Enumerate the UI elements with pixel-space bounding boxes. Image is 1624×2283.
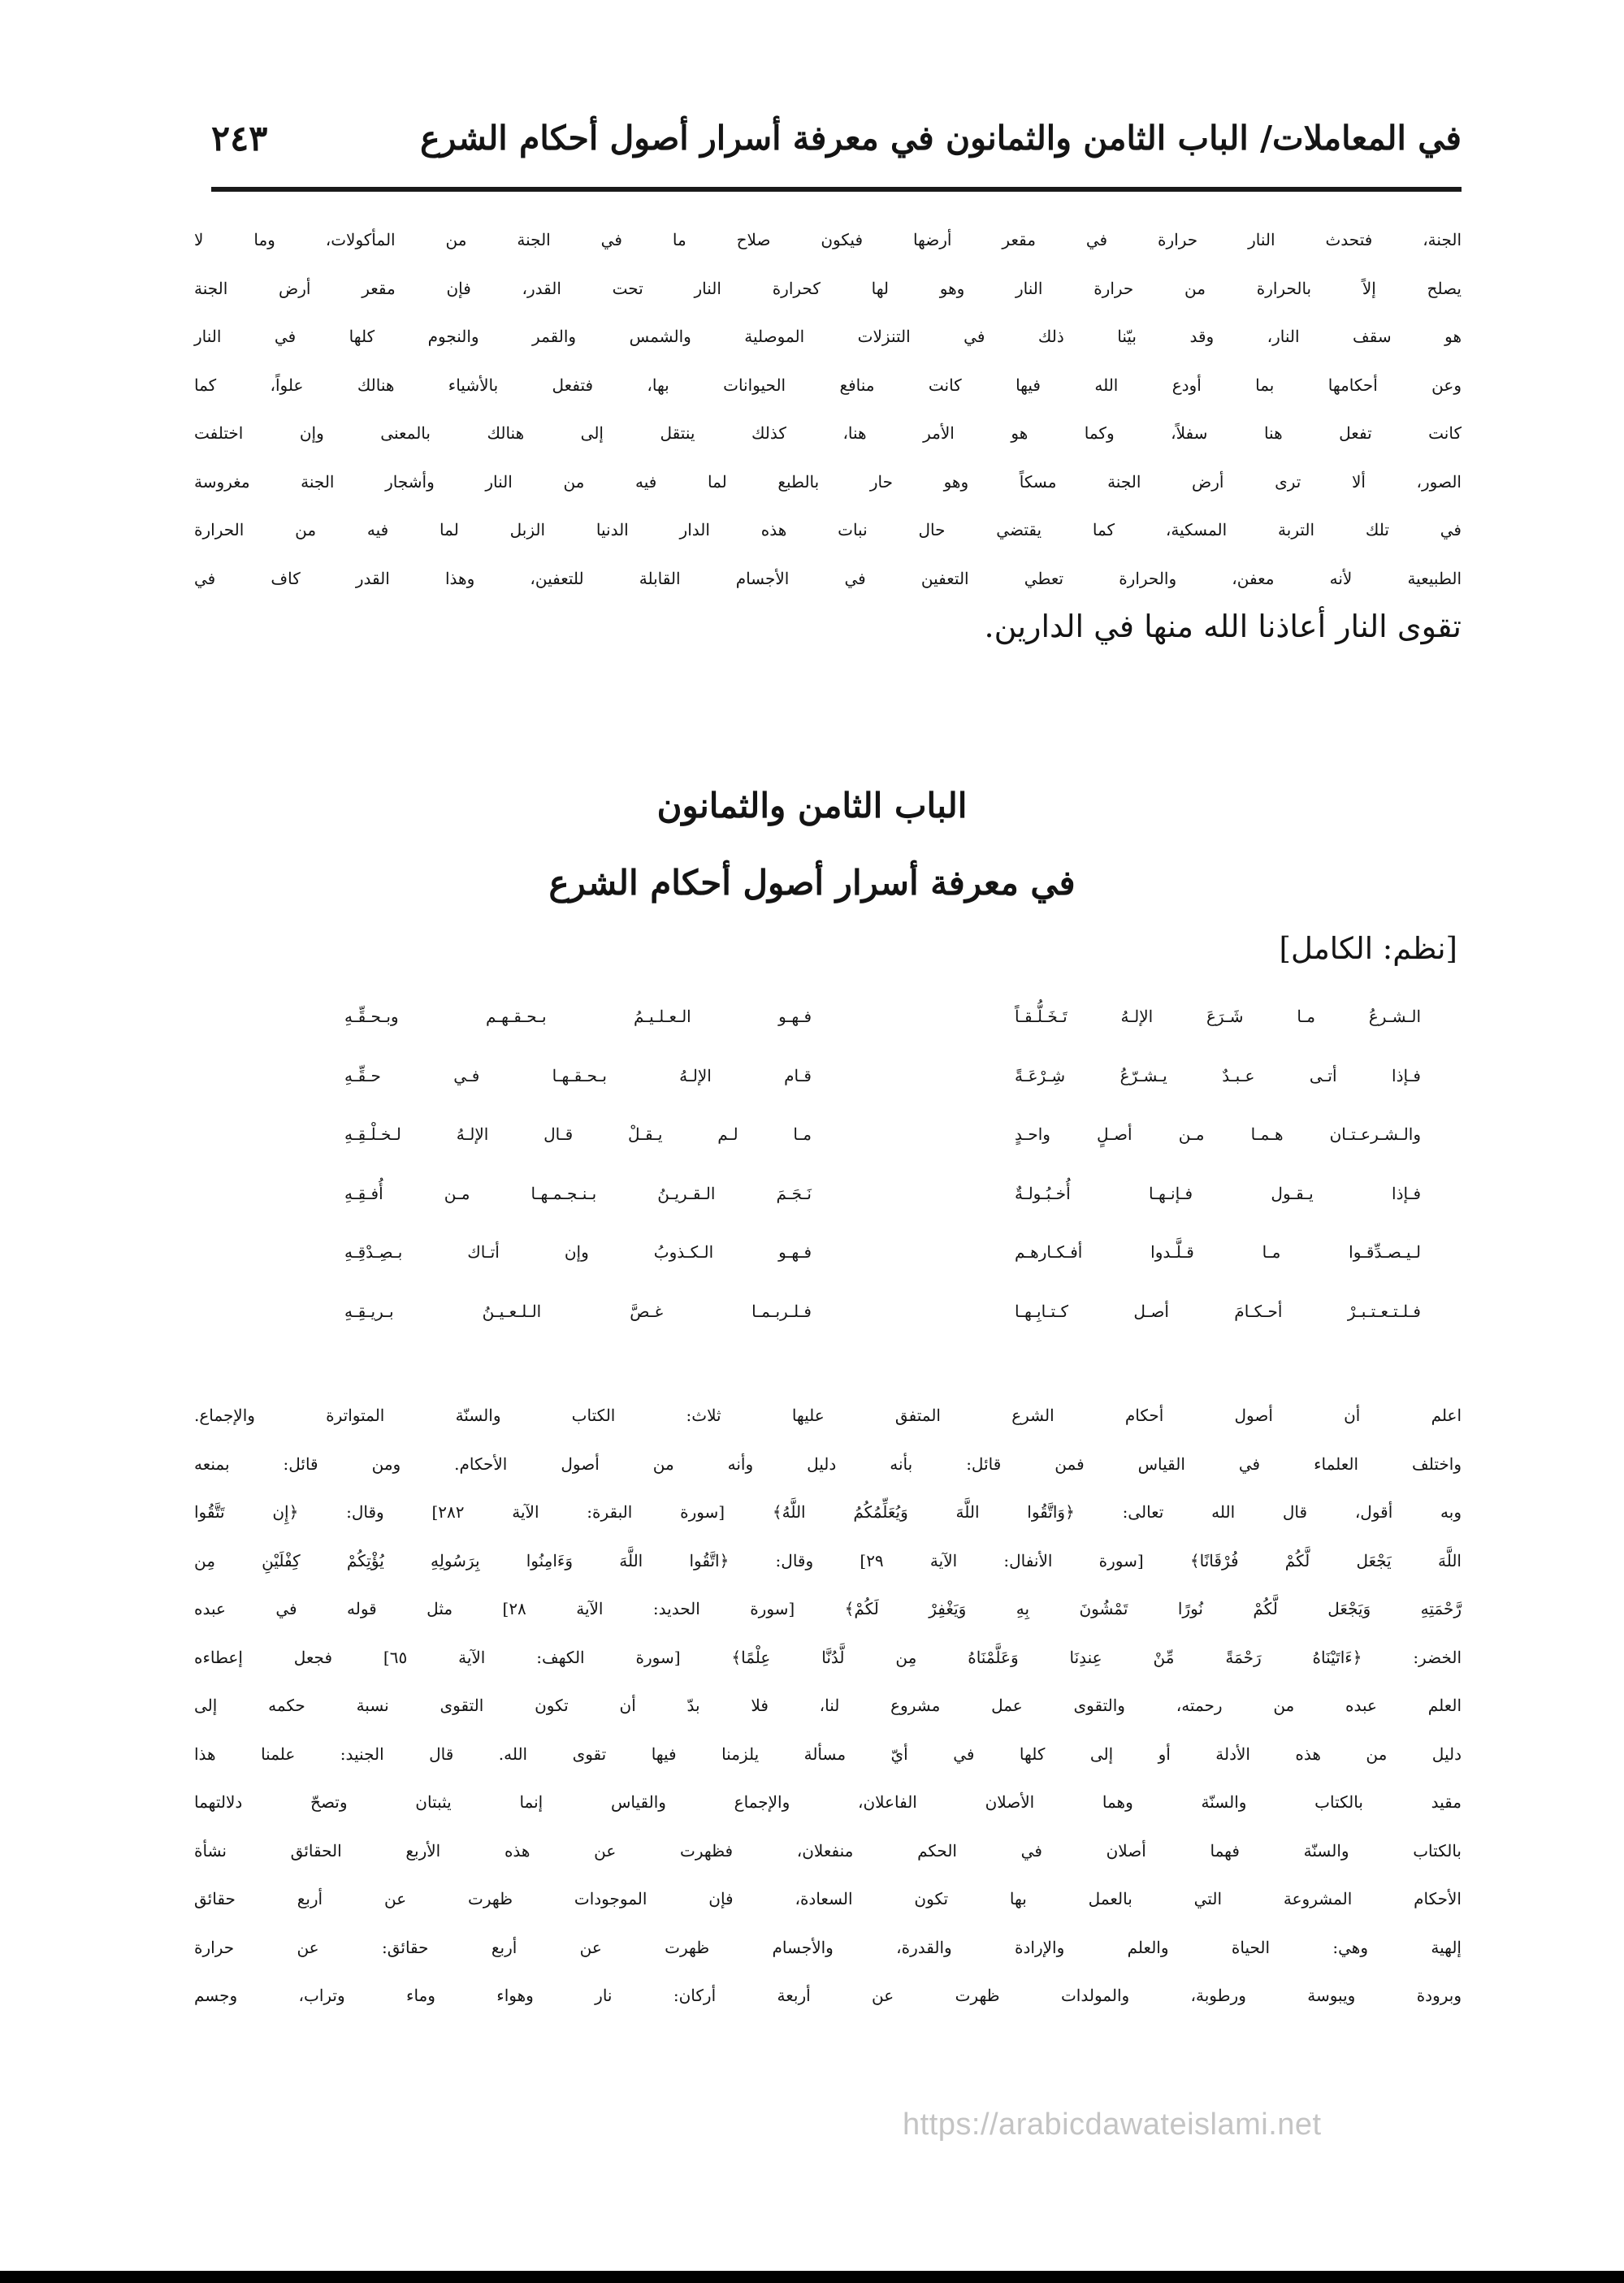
poem-hemistich: فـإذا أتـى عـبـدٌ يـشـرّعُ شِـرْعَـةً — [1015, 1065, 1421, 1085]
text-line: وعن أحكامها بما أودع الله فيها كانت منافع الحيوانات بها، فتفعل بالأشياء هنالك علواً، كما — [194, 375, 1462, 395]
poem-hemistich: فـلـربـمـا غـصَّ الـلـعـيـنُ بـريـقِـهِ — [344, 1301, 812, 1321]
text-line: تقوى النار أعاذنا الله منها في الدارين. — [984, 609, 1462, 644]
poem-hemistich: فـلـتـعـتـبـرْ أحـكـامَ أصـل كـتـابِـهـا — [1015, 1301, 1421, 1321]
text-line: دليل من هذه الأدلة أو إلى كلها في أيّ مسألة يلزمنا فيها تقوى الله. قال الجنيد: علمنا هذا — [194, 1744, 1462, 1764]
poem-hemistich: فـهـو الـعـلـيـمُ بـحـقـهـم وبـحـقِّـهِ — [344, 1007, 812, 1026]
poem-left-column — [344, 987, 812, 1341]
poem-hemistich: مـا لـم يـقـلْ قـال الإلـهُ لـخـلْـقِـهِ — [344, 1124, 812, 1145]
text-line: إلهية وهي: الحياة والعلم والإرادة والقدرة، والأجسام ظهرت عن أربع حقائق: عن حرارة — [194, 1937, 1462, 1957]
text-line: يصلح إلاً بالحرارة من حرارة النار وهو لها كحرارة النار تحت القدر، فإن مقعر أرض الجنة — [194, 278, 1462, 298]
text-line: رَّحْمَتِهِ وَيَجْعَل لَّكُمْ نُورًا تَمْشُونَ بِهِ وَيَغْفِرْ لَكُمْ﴾ [سورة الحديد: الآية ٢٨] مثل قوله في عبده — [194, 1599, 1462, 1618]
header-rule — [211, 187, 1462, 192]
text-line: الصور، ألا ترى أرض الجنة مسكاً وهو حار بالطبع لما فيه من النار وأشجار الجنة مغروسة — [194, 471, 1462, 492]
poem-hemistich: نَـجَـمَ الـقـريـنُ بـنـجـمـهـا مـن أُفـقِـهِ — [344, 1183, 812, 1203]
poem-hemistich: والـشـرعـتـان هـمـا مـن أصـلٍ واحـدٍ — [1015, 1124, 1421, 1145]
text-line: الأحكام المشروعة التي بالعمل بها تكون السعادة، فإن الموجودات ظهرت عن أربع حقائق — [194, 1889, 1462, 1908]
intro-paragraph — [194, 216, 1462, 652]
chapter-subtitle: في معرفة أسرار أصول أحكام الشرع — [548, 863, 1076, 903]
poem-hemistich: لـيـصـدِّقـوا مـا قـلَّـدوا أفـكـارهـم — [1015, 1242, 1421, 1263]
poem-hemistich: فـهـو الـكـذوبُ وإن أتـاك بـصِـدْقِـهِ — [344, 1242, 812, 1263]
chapter-title: الباب الثامن والثمانون — [656, 786, 968, 825]
text-line: الخضر: ﴿ءَاتَيْنَاهُ رَحْمَةً مِّنْ عِندِنَا وَعَلَّمْنَاهُ مِن لَّدُنَّا عِلْمًا﴾ [سورة الكهف: الآية ٦٥] فجعل إعطاءه — [194, 1647, 1462, 1667]
text-line: بالكتاب والسنّة فهما أصلان في الحكم منفعلان، فظهرت عن هذه الأربع الحقائق نشأة — [194, 1840, 1462, 1861]
text-line: مقيد بالكتاب والسنّة وهما الأصلان الفاعلان، والإجماع والقياس إنما يثبتان وتصحّ دلالتهما — [194, 1792, 1462, 1812]
text-line: اللَّهَ يَجْعَل لَّكُمْ فُرْقَانًا﴾ [سورة الأنفال: الآية ٢٩] وقال: ﴿اتَّقُوا اللَّهَ وَءَامِنُوا بِرَسُولِهِ يُؤْتِكُمْ كِفْلَيْنِ مِن — [194, 1550, 1462, 1570]
text-line: وبرودة ويبوسة ورطوبة، والمولدات ظهرت عن أربعة أركان: نار وهواء وماء وتراب، وجسم — [194, 1986, 1462, 2005]
scan-edge-bar — [0, 2271, 1624, 2283]
text-line: في تلك التربة المسكية، كما يقتضي حال نبات هذه الدار الدنيا الزبل لما فيه من الحرارة — [194, 520, 1462, 539]
text-line: وبه أقول، قال الله تعالى: ﴿وَاتَّقُوا اللَّهَ وَيُعَلِّمُكُمُ اللَّهُ﴾ [سورة البقرة: الآية ٢٨٢] وقال: ﴿إِن تَتَّقُوا — [194, 1502, 1462, 1522]
poem-hemistich: قـام الإلـهُ بـحـقـهـا فـي حـقِّـهِ — [344, 1065, 812, 1085]
text-line: الجنة، فتحدث النار حرارة في مقعر أرضها فيكون صلاح ما في الجنة من المأكولات، وما لا — [194, 230, 1462, 249]
text-line: واختلف العلماء في القياس فمن قائل: بأنه دليل وأنه من أصول الأحكام. ومن قائل: بمنعه — [194, 1453, 1462, 1474]
text-line: العلم عبده من رحمته، والتقوى عمل مشروع لنا، فلا بدّ أن تكون التقوى نسبة حكمه إلى — [194, 1696, 1462, 1715]
text-line: الطبيعية لأنه معفن، والحرارة تعطي التعفين في الأجسام القابلة للتعفين، وهذا القدر كاف في — [194, 568, 1462, 588]
poem-meter-label: [نظم: الكامل] — [1279, 931, 1457, 966]
running-title: في المعاملات/ الباب الثامن والثمانون في معرفة أسرار أصول أحكام الشرع — [420, 119, 1462, 158]
text-line: هو سقف النار، وقد بيّنا ذلك في التنزلات الموصلية والشمس والقمر والنجوم كلها في النار — [194, 327, 1462, 346]
page-number: ٢٤٣ — [211, 119, 268, 159]
page-header — [211, 114, 1462, 179]
body-paragraph — [194, 1392, 1462, 2021]
text-line: اعلم أن أصول أحكام الشرع المتفق عليها ثلاث: الكتاب والسنّة المتواترة والإجماع. — [194, 1406, 1462, 1425]
text-line: كانت تفعل هنا سفلاً، وكما هو الأمر هنا، كذلك ينتقل إلى هنالك بالمعنى وإن اختلفت — [194, 423, 1462, 443]
poem-hemistich: الـشـرعُ مـا شَـرَعَ الإلـهُ تَـخَـلُّـقـاً — [1015, 1007, 1421, 1026]
poem-right-column — [1015, 987, 1421, 1341]
poem-hemistich: فـإذا يـقـول فـإنـهـا أُخـبُـولـةٌ — [1015, 1183, 1421, 1203]
watermark-url: https://arabicdawateislami.net — [903, 2108, 1322, 2142]
